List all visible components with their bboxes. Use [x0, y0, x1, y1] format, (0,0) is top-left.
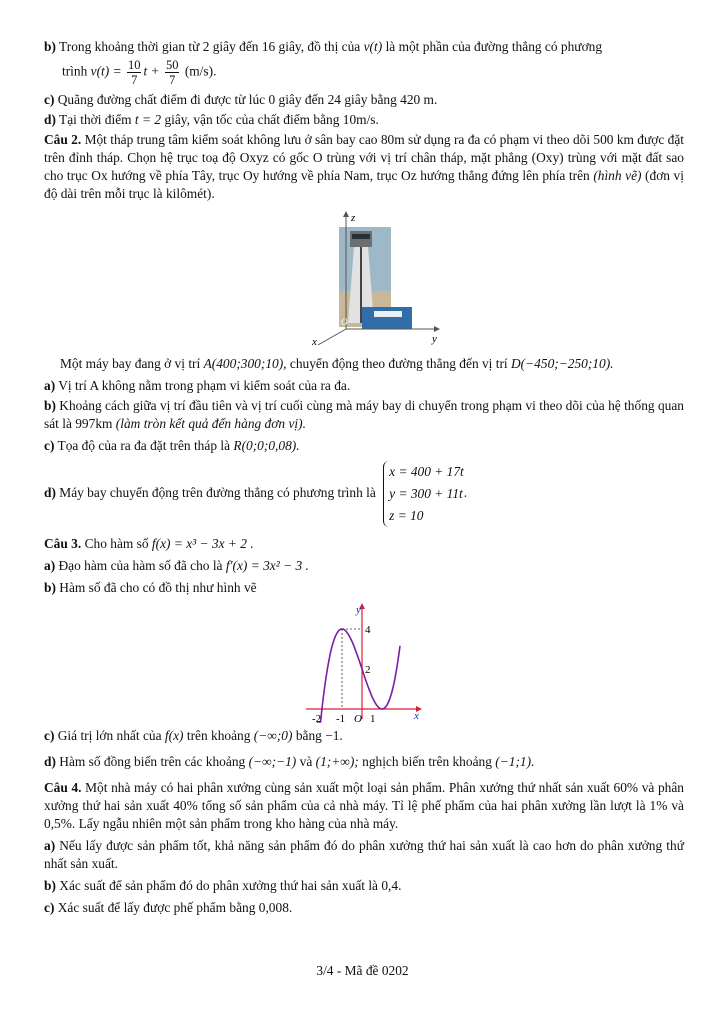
label-y: y	[432, 333, 437, 345]
page-footer: 3/4 - Mã đề 0202	[316, 963, 409, 978]
exam-page	[44, 38, 684, 917]
q2-option-a: a) Vị trí A không nằm trong phạm vi kiểm soát của ra đa.	[44, 378, 351, 393]
graph-label-x: x	[414, 710, 419, 722]
fraction: $\frac{50}{7}$	[165, 58, 179, 87]
cubic-curve	[317, 629, 400, 722]
tower-windows	[352, 234, 370, 239]
q4-option-a: a) Nếu lấy được sản phẩm tốt, khả năng sản phẩm đó do phân xưởng thứ hai sản xuất là cao hơn do phân xưởng thứ nhất sản xuất.	[44, 838, 684, 871]
tower-figure	[284, 211, 444, 349]
label-origin: O	[341, 317, 348, 327]
equation-system: x = 400 + 17t y = 300 + 11t z = 10	[383, 461, 464, 527]
q3-option-a: a) Đạo hàm của hàm số đã cho là f′(x) = 3x² − 3 .	[44, 558, 309, 573]
q1-option-b-equation: trình v(t) = $\frac{10}{7}$ t + $\frac{50}{7}$ (m/s).	[62, 58, 217, 87]
y-arrow	[434, 326, 440, 332]
q3-option-b: b) Hàm số đã cho có đồ thị như hình vẽ	[44, 580, 257, 595]
q2-intro: Một máy bay đang ở vị trí A(400;300;10), chuyển động theo đường thẳng đến vị trí D(−450;−250;10).	[60, 356, 614, 371]
tick-label-origin: O	[354, 713, 362, 723]
q3-option-d: d) Hàm số đồng biến trên các khoảng (−∞;−1) và (1;+∞); nghịch biến trên khoảng (−1;1).	[44, 754, 535, 769]
cubic-graph	[304, 601, 424, 723]
tick-label-1: 1	[370, 713, 376, 723]
q4-option-c: c) Xác suất để lấy được phế phẩm bằng 0,008.	[44, 900, 293, 915]
fraction: $\frac{10}{7}$	[127, 58, 141, 87]
q2-option-b: b) Khoảng cách giữa vị trí đầu tiên và vị trí cuối cùng mà máy bay di chuyển trong phạm vi theo dõi của hệ thống quan sát là 997km (làm tròn kết quả đến hàng đơn vị).	[44, 398, 684, 431]
label-z: z	[351, 212, 356, 224]
cubic-graph-svg	[304, 601, 424, 723]
graph-label-y: y	[356, 604, 361, 616]
q3-stem: Câu 3. Cho hàm số f(x) = x³ − 3x + 2 .	[44, 536, 254, 551]
q1-option-d: d) Tại thời điểm t = 2 giây, vận tốc của chất điểm bằng 10m/s.	[44, 112, 379, 127]
q4-stem: Câu 4. Một nhà máy có hai phân xưởng cùng sản xuất một loại sản phẩm. Phân xưởng thứ nhất sản xuất 60% và phân xưởng thứ hai sản xuất 40% tổng số sản phẩm của cả nhà máy. Tỉ lệ phế phẩm của hai phân xưởng lần lượt là 1% và 0,5%. Lấy ngẫu nhiên một sản phẩm trong kho hàng của nhà máy.	[44, 780, 684, 831]
q3-option-c: c) Giá trị lớn nhất của f(x) trên khoảng (−∞;0) bằng −1.	[44, 728, 343, 743]
label-x: x	[312, 336, 317, 348]
q2-option-d: d) Máy bay chuyển động trên đường thẳng có phương trình là x = 400 + 17t y = 300 + 11t z = 10 .	[44, 461, 684, 527]
plane-silhouette	[374, 311, 402, 317]
q2-option-c: c) Tọa độ của ra đa đặt trên tháp là R(0;0;0,08).	[44, 438, 300, 453]
runway-photo	[362, 307, 412, 329]
tick-label-4: 4	[365, 624, 371, 636]
tick-label-neg1: -1	[336, 713, 346, 723]
q1-option-c: c) Quãng đường chất điểm đi được từ lúc 0 giây đến 24 giây bằng 420 m.	[44, 92, 438, 107]
tick-label-2: 2	[365, 664, 371, 676]
q4-option-b: b) Xác suất để sản phẩm đó do phân xưởng thứ hai sản xuất là 0,4.	[44, 878, 402, 893]
q1-option-b: b) Trong khoảng thời gian từ 2 giây đến 16 giây, đồ thị của v(t) là một phần của đường thẳng có phương	[44, 39, 603, 54]
tower-illustration	[284, 211, 444, 349]
tick-label-neg2: -2	[312, 713, 322, 723]
z-arrow	[343, 211, 349, 217]
x-axis	[318, 329, 346, 345]
q2-stem: Câu 2. Một tháp trung tâm kiểm soát không lưu ở sân bay cao 80m sử dụng ra đa có phạm vi theo dõi 500 km được đặt trên đỉnh tháp. Chọn hệ trục toạ độ Oxyz có gốc O trùng với vị trí chân tháp, mặt phẳng (Oxy) trùng với mặt đất sao cho trục Ox hướng về phía Tây, trục Oy hướng về phía Nam, trục Oz hướng thẳng đứng lên phía trên (hình vẽ) (đơn vị độ dài trên mỗi trục là kilômét).	[44, 132, 684, 201]
